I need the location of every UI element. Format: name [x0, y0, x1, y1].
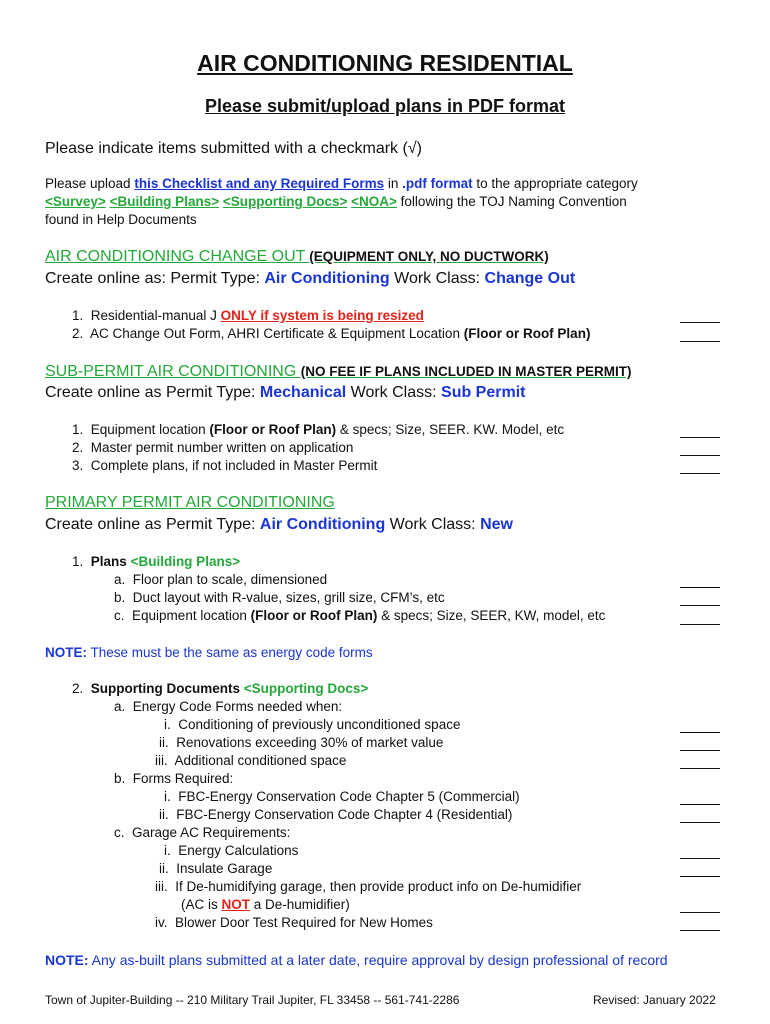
list-item: ii. FBC-Energy Conservation Code Chapter 4 (Residential): [159, 807, 513, 822]
checkmark-instruction: Please indicate items submitted with a checkmark (√): [45, 140, 422, 157]
section-primary-permit-create: Create online as Permit Type: Air Conditioning Work Class: New: [45, 516, 513, 533]
checkbox-blank[interactable]: [680, 605, 720, 606]
footer-revised: Revised: January 2022: [593, 993, 716, 1007]
checkbox-blank[interactable]: [680, 822, 720, 823]
list-item: a. Floor plan to scale, dimensioned: [114, 572, 328, 587]
supporting-docs-category[interactable]: <Supporting Docs>: [222, 194, 348, 209]
section-sub-permit-heading: SUB-PERMIT AIR CONDITIONING (NO FEE IF PLANS INCLUDED IN MASTER PERMIT): [45, 363, 632, 380]
page-subtitle: Please submit/upload plans in PDF format: [204, 96, 566, 116]
list-item-continuation: (AC is NOT a De-humidifier): [181, 897, 350, 912]
checkbox-blank[interactable]: [680, 876, 720, 877]
plans-item: 1. Plans <Building Plans>: [72, 554, 241, 569]
note-as-built: NOTE: Any as-built plans submitted at a later date, require approval by design professional of record: [45, 952, 668, 968]
sub-heading: b. Forms Required:: [114, 771, 234, 786]
list-item: iv. Blower Door Test Required for New Homes: [155, 915, 433, 930]
survey-category[interactable]: <Survey>: [45, 194, 106, 209]
list-item: c. Equipment location (Floor or Roof Plan) & specs; Size, SEER, KW, model, etc: [114, 608, 606, 623]
checkbox-blank[interactable]: [680, 804, 720, 805]
list-item: ii. Renovations exceeding 30% of market value: [159, 735, 444, 750]
list-item: i. Conditioning of previously unconditioned space: [164, 717, 461, 732]
upload-instruction-line1: Please upload this Checklist and any Required Forms in .pdf format to the appropriate category: [45, 176, 638, 191]
list-item: ii. Insulate Garage: [159, 861, 273, 876]
page-title: AIR CONDITIONING RESIDENTIAL: [197, 50, 573, 76]
sub-heading: c. Garage AC Requirements:: [114, 825, 291, 840]
checkbox-blank[interactable]: [680, 473, 720, 474]
noa-category[interactable]: <NOA>: [351, 194, 397, 209]
building-plans-category[interactable]: <Building Plans>: [109, 194, 220, 209]
list-item: 2. AC Change Out Form, AHRI Certificate & Equipment Location (Floor or Roof Plan): [72, 326, 591, 341]
checkbox-blank[interactable]: [680, 624, 720, 625]
list-item: 1. Equipment location (Floor or Roof Plan) & specs; Size, SEER. KW. Model, etc: [72, 422, 565, 437]
supporting-docs-item: 2. Supporting Documents <Supporting Docs>: [72, 681, 369, 696]
list-item: b. Duct layout with R-value, sizes, grill size, CFM’s, etc: [114, 590, 445, 605]
list-item: iii. If De-humidifying garage, then provide product info on De-humidifier: [155, 879, 582, 894]
section-primary-permit-heading: PRIMARY PERMIT AIR CONDITIONING: [45, 494, 335, 511]
list-item: i. FBC-Energy Conservation Code Chapter 5 (Commercial): [164, 789, 520, 804]
note-energy-code: NOTE: These must be the same as energy code forms: [45, 645, 373, 660]
checkbox-blank[interactable]: [680, 768, 720, 769]
checkbox-blank[interactable]: [680, 930, 720, 931]
checkbox-blank[interactable]: [680, 587, 720, 588]
list-item: i. Energy Calculations: [164, 843, 299, 858]
list-item: iii. Additional conditioned space: [155, 753, 347, 768]
section-sub-permit-create: Create online as Permit Type: Mechanical Work Class: Sub Permit: [45, 384, 526, 401]
section-change-out-create: Create online as: Permit Type: Air Conditioning Work Class: Change Out: [45, 270, 576, 287]
checkbox-blank[interactable]: [680, 455, 720, 456]
checkbox-blank[interactable]: [680, 912, 720, 913]
section-change-out-heading: AIR CONDITIONING CHANGE OUT (EQUIPMENT ONLY, NO DUCTWORK): [45, 248, 549, 265]
checkbox-blank[interactable]: [680, 750, 720, 751]
sub-heading: a. Energy Code Forms needed when:: [114, 699, 343, 714]
list-item: 3. Complete plans, if not included in Master Permit: [72, 458, 378, 473]
checkbox-blank[interactable]: [680, 858, 720, 859]
checkbox-blank[interactable]: [680, 341, 720, 342]
checkbox-blank[interactable]: [680, 732, 720, 733]
checklist-link[interactable]: this Checklist and any Required Forms: [134, 176, 385, 191]
footer-address: Town of Jupiter-Building -- 210 Military Trail Jupiter, FL 33458 -- 561-741-2286: [45, 993, 460, 1007]
upload-instruction-line3: found in Help Documents: [45, 212, 197, 227]
upload-instruction-line2: <Survey> <Building Plans> <Supporting Docs> <NOA> following the TOJ Naming Convention: [45, 194, 627, 209]
checkbox-blank[interactable]: [680, 437, 720, 438]
checkbox-blank[interactable]: [680, 322, 720, 323]
list-item: 2. Master permit number written on application: [72, 440, 354, 455]
list-item: 1. Residential-manual J ONLY if system is being resized: [72, 308, 424, 323]
